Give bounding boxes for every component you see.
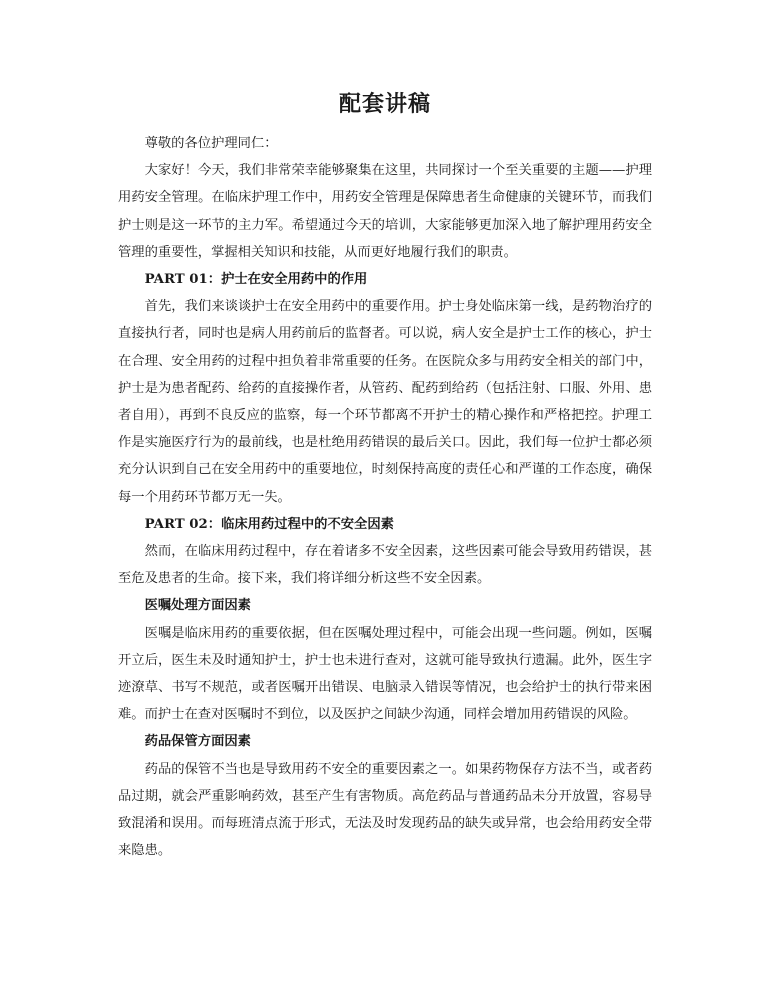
document-title: 配套讲稿 bbox=[338, 91, 431, 117]
salutation: 尊敬的各位护理同仁： bbox=[144, 136, 278, 151]
subsection-heading-storage: 药品保管方面因素 bbox=[144, 734, 251, 750]
part2-paragraph: 然而，在临床用药过程中，存在着诸多不安全因素，这些因素可能会导致用药错误，甚至危及患者的生命。接下来，我们将详细分析这些不安全因素。 bbox=[118, 544, 652, 587]
part1-paragraph: 首先，我们来谈谈护士在安全用药中的重要作用。护士身处临床第一线，是药物治疗的直接执行者，同时也是病人用药前后的监督者。可以说，病人安全是护士工作的核心，护士在合理、安全用药的过程中担负着非常重要的任务。在医院众多与用药安全相关的部门中，护士是为患者配药、给药的直接操作者，从管药、配药到给药（包括注射、口服、外用、患者自用），再到不良反应的监察，每一个环节都离不开护士的精心操作和严格把控。护理工作是实施医疗行为的最前线，也是杜绝用药错误的最后关口。因此，我们每一位护士都必须充分认识到自己在安全用药中的重要地位，时刻保持高度的责任心和严谨的工作态度，确保每一个用药环节都万无一失。 bbox=[118, 299, 652, 505]
subsection-paragraph-orders: 医嘱是临床用药的重要依据，但在医嘱处理过程中，可能会出现一些问题。例如，医嘱开立后，医生未及时通知护士，护士也未进行查对，这就可能导致执行遗漏。此外，医生字迹潦草、书写不规范，或者医嘱开出错误、电脑录入错误等情况，也会给护士的执行带来困难。而护士在查对医嘱时不到位，以及医护之间缺少沟通，同样会增加用药错误的风险。 bbox=[118, 625, 652, 723]
subsection-paragraph-storage: 药品的保管不当也是导致用药不安全的重要因素之一。如果药物保存方法不当，或者药品过期，就会严重影响药效，甚至产生有害物质。高危药品与普通药品未分开放置，容易导致混淆和误用。而每班清点流于形式，无法及时发现药品的缺失或异常，也会给用药安全带来隐患。 bbox=[118, 761, 652, 859]
subsection-heading-orders: 医嘱处理方面因素 bbox=[144, 598, 251, 614]
part1-heading: PART 01：护士在安全用药中的作用 bbox=[144, 272, 368, 288]
intro-paragraph: 大家好！今天，我们非常荣幸能够聚集在这里，共同探讨一个至关重要的主题——护理用药安全管理。在临床护理工作中，用药安全管理是保障患者生命健康的关键环节，而我们护士则是这一环节的主力军。希望通过今天的培训，大家能够更加深入地了解护理用药安全管理的重要性，掌握相关知识和技能，从而更好地履行我们的职责。 bbox=[118, 163, 652, 260]
part2-heading: PART 02：临床用药过程中的不安全因素 bbox=[144, 516, 394, 532]
